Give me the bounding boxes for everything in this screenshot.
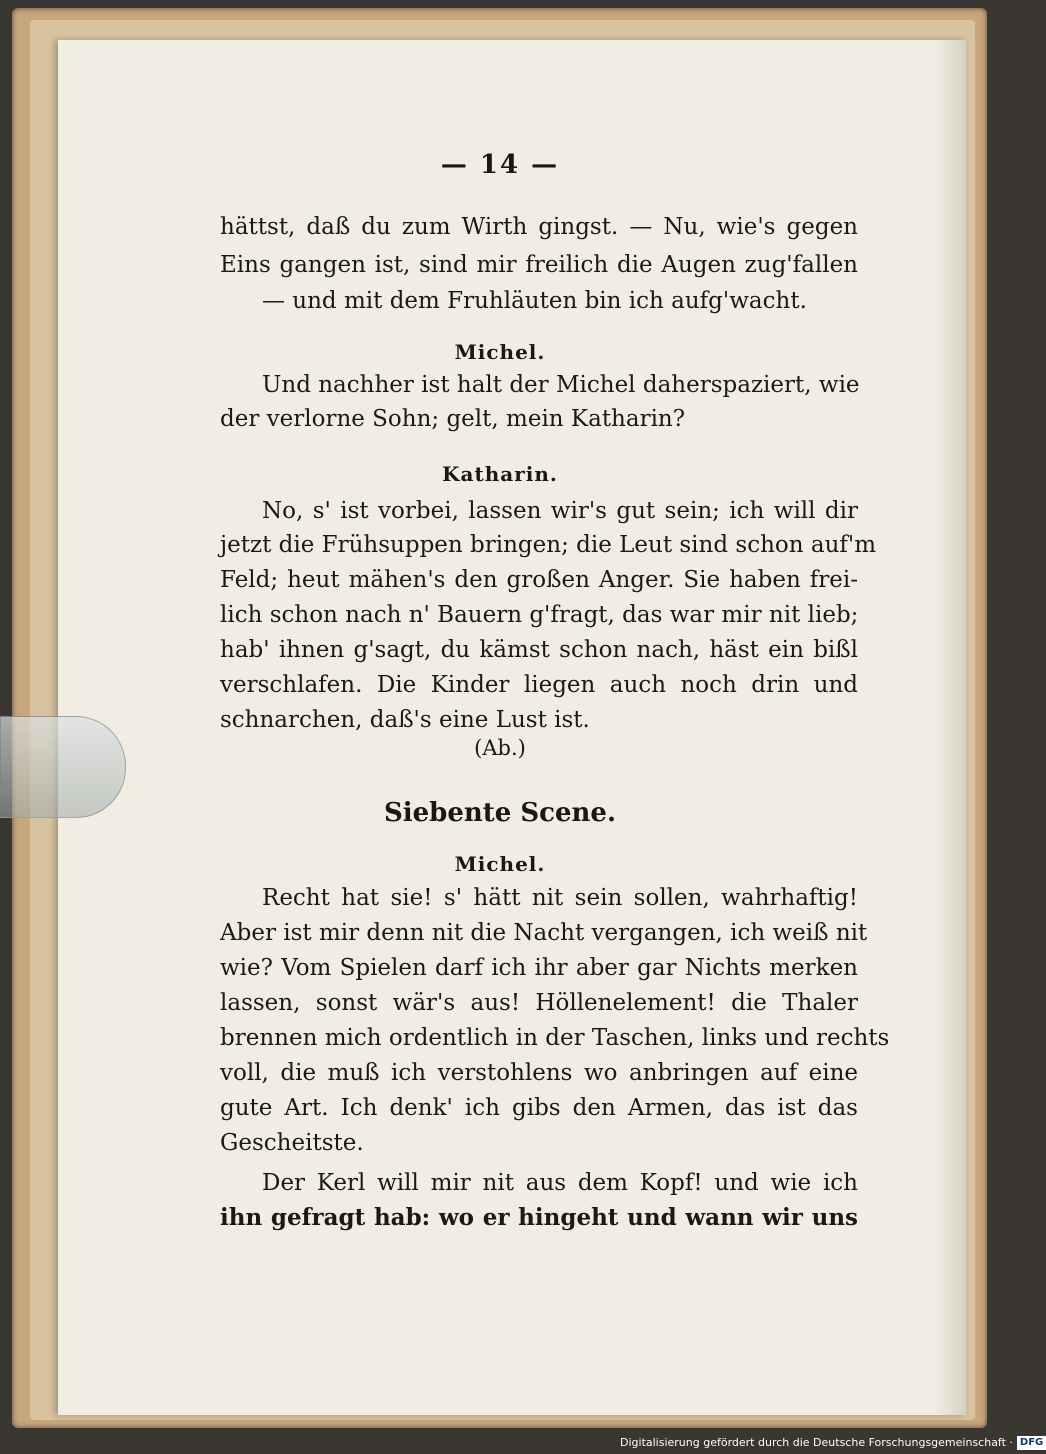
text-line: Gescheitste.	[220, 1130, 364, 1156]
stage-direction: (Ab.)	[474, 736, 526, 760]
text-line: brennen mich ordentlich in der Taschen, links und rechts	[220, 1025, 890, 1051]
text-line: Recht hat sie! s' hätt nit sein sollen, wahrhaftig!	[262, 885, 858, 911]
text-line: hättst, daß du zum Wirth gingst. — Nu, wie's gegen	[220, 214, 858, 240]
text-line: Der Kerl will mir nit aus dem Kopf! und wie ich	[262, 1170, 858, 1196]
speaker-name: Katharin.	[442, 462, 558, 486]
text-line: jetzt die Frühsuppen bringen; die Leut sind schon auf'm	[220, 532, 877, 558]
text-line: lich schon nach n' Bauern g'fragt, das war mir nit lieb;	[220, 602, 859, 628]
text-line: hab' ihnen g'sagt, du kämst schon nach, häst ein bißl	[220, 637, 858, 663]
text-line: ihn gefragt hab: wo er hingeht und wann wir uns	[220, 1204, 858, 1231]
text-line: der verlorne Sohn; gelt, mein Katharin?	[220, 406, 686, 432]
speaker-name: Michel.	[454, 340, 546, 364]
text-line: Feld; heut mähen's den großen Anger. Sie haben frei-	[220, 567, 858, 593]
text-line: Aber ist mir denn nit die Nacht vergangen, ich weiß nit	[220, 920, 868, 946]
speaker-name: Michel.	[454, 852, 546, 876]
text-line: lassen, sonst wär's aus! Höllenelement! die Thaler	[220, 990, 858, 1016]
page-gutter-shadow	[936, 40, 966, 1415]
text-line: wie? Vom Spielen darf ich ihr aber gar Nichts merken	[220, 955, 858, 981]
text-line: voll, die muß ich verstohlens wo anbringen auf eine	[220, 1060, 858, 1086]
text-line: — und mit dem Fruhläuten bin ich aufg'wacht.	[262, 288, 807, 314]
text-line: schnarchen, daß's eine Lust ist.	[220, 707, 590, 733]
text-line: gute Art. Ich denk' ich gibs den Armen, das ist das	[220, 1095, 858, 1121]
page-number-header: — 14 —	[440, 150, 560, 180]
dfg-logo: DFG	[1017, 1436, 1046, 1450]
text-line: Und nachher ist halt der Michel daherspaziert, wie	[262, 372, 860, 398]
digitization-credit	[620, 1432, 1044, 1454]
scene-title: Siebente Scene.	[383, 798, 617, 828]
text-line: verschlafen. Die Kinder liegen auch noch drin und	[220, 672, 858, 698]
credit-text: Digitalisierung gefördert durch die Deutsche Forschungsgemeinschaft ·	[620, 1436, 1013, 1449]
text-line: Eins gangen ist, sind mir freilich die Augen zug'fallen	[220, 252, 858, 278]
text-line: No, s' ist vorbei, lassen wir's gut sein; ich will dir	[262, 498, 858, 524]
